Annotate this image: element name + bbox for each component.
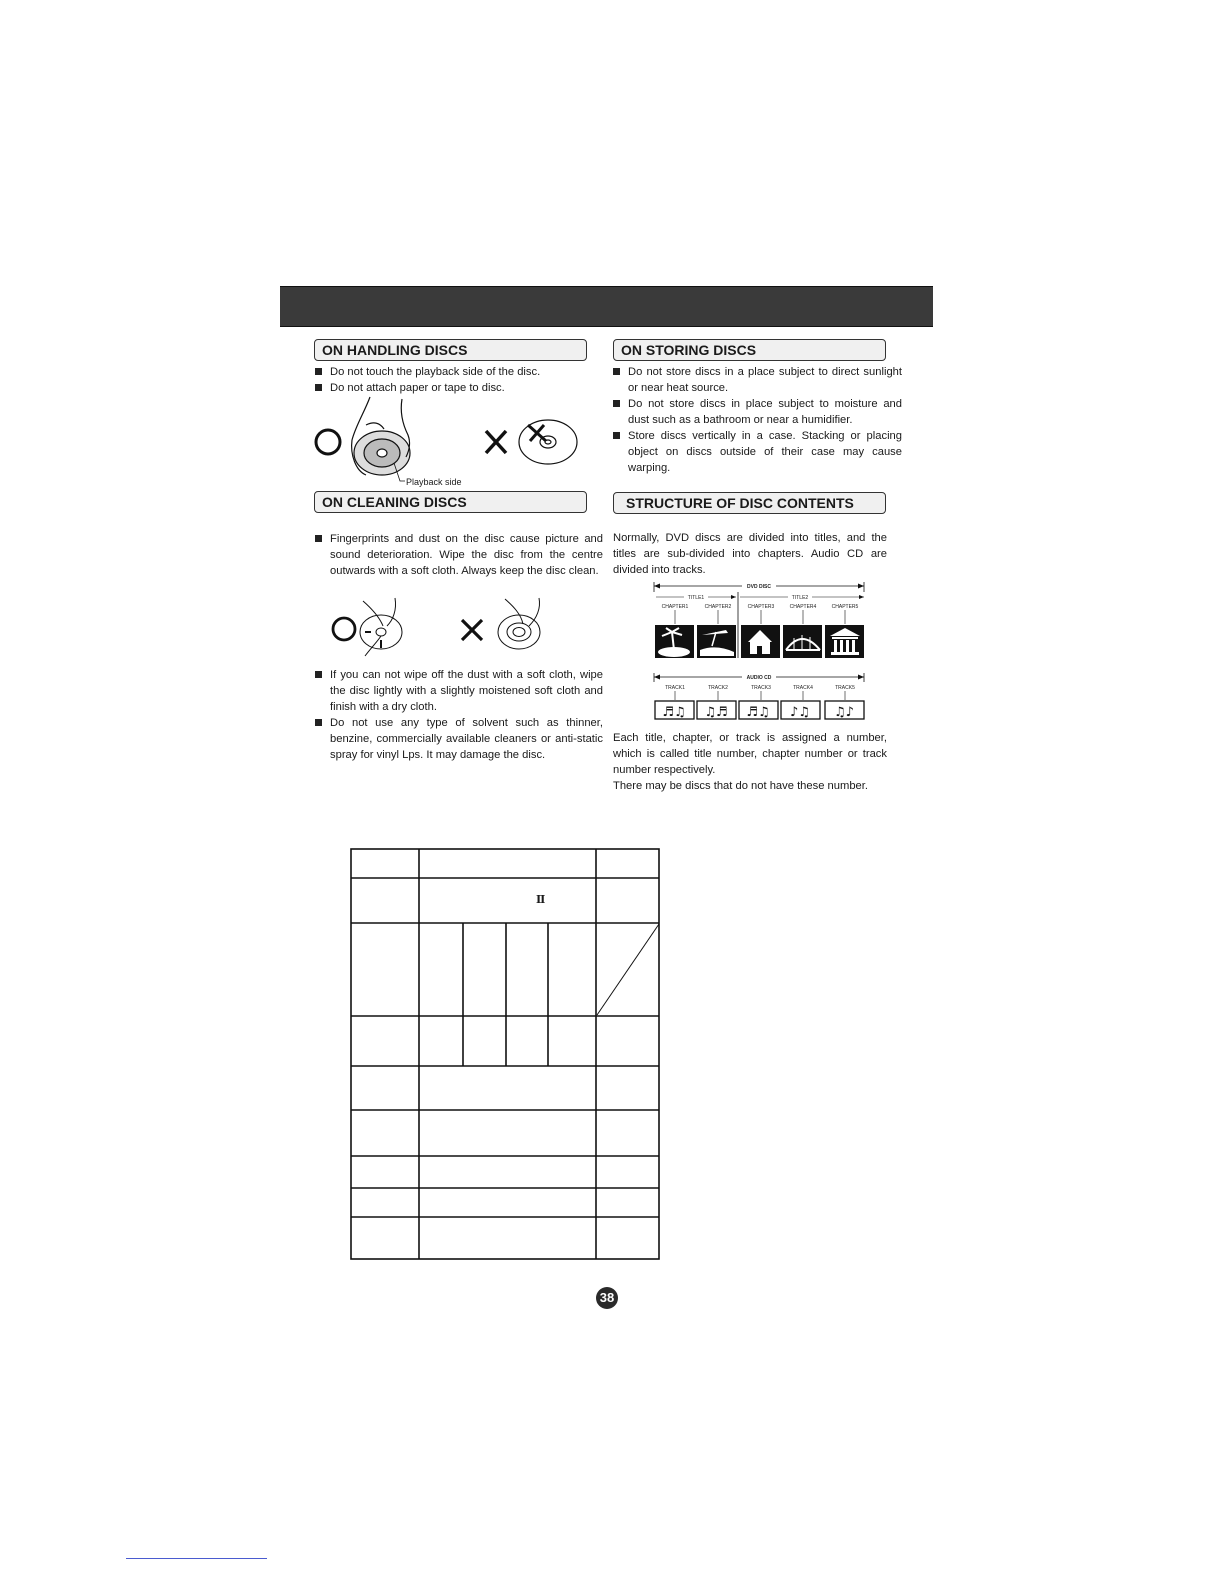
- dvd-structure-diagram: [650, 580, 870, 662]
- storing-heading: ON STORING DISCS: [613, 339, 886, 361]
- chapter-3-house-icon: [741, 625, 780, 658]
- dvd-disc-label: DVD DISC: [747, 584, 771, 590]
- title-2-label: TITLE2: [791, 595, 809, 601]
- wrong-cross-icon: [462, 620, 482, 640]
- correct-circle-icon: [333, 618, 355, 640]
- chapter-4-label: CHAPTER4: [789, 604, 817, 610]
- track-5-music-note-icon: ♫♪: [834, 705, 854, 720]
- page-number-badge: 38: [596, 1287, 618, 1309]
- cleaning-illustration: [325, 596, 550, 666]
- circular-wipe-disc-icon: [498, 598, 540, 649]
- structure-outro-2: There may be discs that do not have these number.: [613, 780, 868, 792]
- chapter-1-palm-icon: [655, 625, 694, 658]
- spec-table-grid: [350, 848, 660, 1260]
- cleaning-heading: ON CLEANING DISCS: [314, 491, 587, 513]
- structure-outro-1: Each title, chapter, or track is assigned a number, which is called title number, chapter number or track number respectively.: [613, 732, 887, 776]
- radial-wipe-disc-icon: [360, 598, 402, 656]
- playback-side-label: Playback side: [406, 477, 462, 487]
- chapter-5-temple-icon: [825, 625, 864, 658]
- chapter-2-label: CHAPTER2: [704, 604, 732, 610]
- handling-heading: ON HANDLING DISCS: [314, 339, 587, 361]
- track-3-music-note-icon: ♬♫: [746, 705, 770, 720]
- track-1-label: TRACK1: [665, 685, 685, 691]
- handling-bullet-2: Do not attach paper or tape to disc.: [315, 380, 602, 396]
- chapter-1-label: CHAPTER1: [661, 604, 689, 610]
- table-roman-mark: Ⅱ: [536, 893, 546, 906]
- track-4-music-note-icon: ♪♫: [790, 705, 810, 720]
- structure-intro: Normally, DVD discs are divided into titles, and the titles are sub-divided into chapters. Audio CD are divided into tracks.: [613, 532, 887, 576]
- cleaning-bullet-3: Do not use any type of solvent such as thinner, benzine, commercially available cleaners or anti-static spray for vinyl Lps. It may damage the disc.: [315, 715, 603, 763]
- footer-link-underline: [126, 1558, 267, 1559]
- track-5-label: TRACK5: [835, 685, 855, 691]
- cleaning-bullet-1: Fingerprints and dust on the disc cause picture and sound deterioration. Wipe the disc from the centre outwards with a soft cloth. Always keep the disc clean.: [315, 531, 603, 579]
- track-3-label: TRACK3: [751, 685, 771, 691]
- chapter-2-beach-icon: [697, 625, 736, 658]
- disc-with-tape-icon: [519, 420, 577, 464]
- title-1-label: TITLE1: [687, 595, 705, 601]
- track-4-label: TRACK4: [793, 685, 813, 691]
- correct-circle-icon: [316, 430, 340, 454]
- audio-cd-label: AUDIO CD: [746, 675, 772, 681]
- chapter-4-bridge-icon: [783, 625, 822, 658]
- hand-holding-disc-icon: [352, 397, 410, 475]
- cleaning-bullet-2: If you can not wipe off the dust with a soft cloth, wipe the disc lightly with a slightly moistened soft cloth and finish with a dry cloth.: [315, 667, 603, 715]
- track-1-music-note-icon: ♬♫: [662, 705, 686, 720]
- track-2-music-note-icon: ♫♬: [704, 705, 728, 720]
- chapter-5-label: CHAPTER5: [831, 604, 859, 610]
- track-2-label: TRACK2: [708, 685, 728, 691]
- handling-bullet-1: Do not touch the playback side of the disc.: [315, 364, 602, 380]
- structure-heading: STRUCTURE OF DISC CONTENTS: [613, 492, 886, 514]
- storing-bullet-1: Do not store discs in a place subject to direct sunlight or near heat source.: [613, 364, 902, 396]
- handling-illustration: [310, 395, 590, 490]
- chapter-3-label: CHAPTER3: [747, 604, 775, 610]
- audio-cd-structure-diagram: [650, 672, 870, 722]
- storing-bullet-3: Store discs vertically in a case. Stacking or placing object on discs outside of their case may cause warping.: [613, 428, 902, 476]
- storing-bullet-2: Do not store discs in place subject to moisture and dust such as a bathroom or near a humidifier.: [613, 396, 902, 428]
- wrong-cross-icon: [486, 431, 506, 453]
- page-header-bar: [280, 286, 933, 327]
